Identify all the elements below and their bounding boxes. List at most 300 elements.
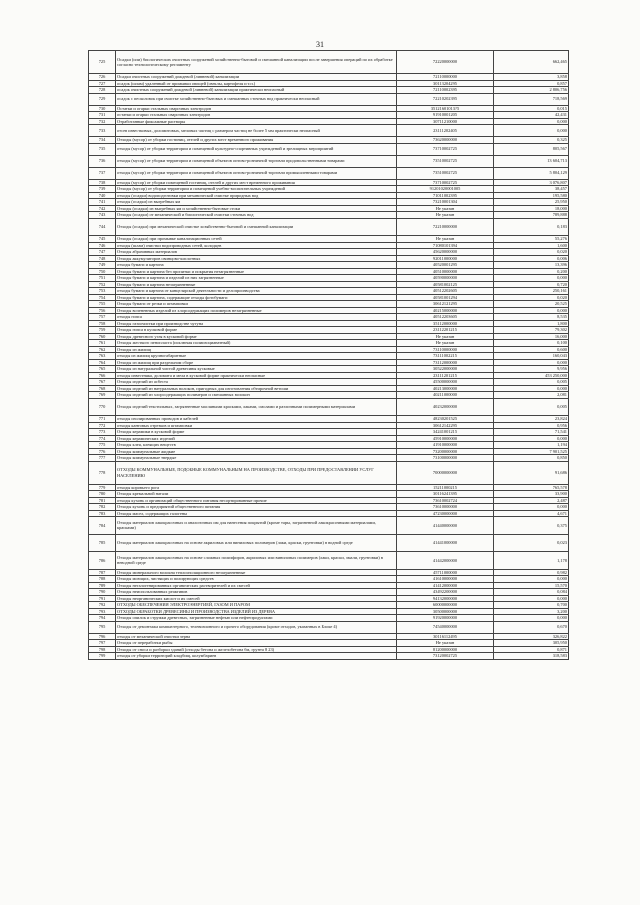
table-row [89, 143, 569, 155]
waste-name: Отходы керамики в кусковой форме [116, 429, 397, 436]
waste-name: Отходы материалов лакокрасочных и аналогичных им для нанесения покрытий (кроме тары, загрязненной лакокрасочными материалами, красками) [116, 517, 397, 535]
fkko-code: 40581002125 [397, 281, 494, 288]
waste-name: Отходы жесткого пенопласта (исключая полиизоцианатный) [116, 340, 397, 347]
row-number: 728 [89, 87, 116, 94]
mass-value: 1,600 [494, 242, 569, 249]
mass-value: 25,950 [494, 199, 569, 206]
fkko-code: 73710002725 [397, 179, 494, 186]
mass-value: 42,431 [494, 112, 569, 119]
fkko-code: 34241001215 [397, 429, 494, 436]
waste-name: Отходы клея, клеящих веществ [116, 442, 397, 449]
row-number: 743 [89, 212, 116, 219]
mass-value: 0,200 [494, 268, 569, 275]
waste-name: отходы (мусор) от уборки территории и помещений объектов оптово-розничной торговли продовольственными товарами [116, 155, 397, 167]
fkko-code: 73112000000 [397, 359, 494, 366]
waste-name: Отходы древесного угля в кусковой форме [116, 333, 397, 340]
fkko-code: 71011002395 [397, 192, 494, 199]
row-number: 756 [89, 307, 116, 314]
row-number: 726 [89, 74, 116, 81]
mass-value: 5 804,129 [494, 167, 569, 179]
mass-value: 13,396 [494, 262, 569, 269]
waste-name: Отходы материалов лакокрасочных на основе сложных полиэфиров, акриловых или виниловых полимеров (лаки, краски, эмали, грунтовки) в неводной среде [116, 552, 397, 570]
row-number: 750 [89, 268, 116, 275]
fkko-code: 30711210000 [397, 118, 494, 125]
row-number: 797 [89, 640, 116, 647]
table-row [89, 155, 569, 167]
mass-value: 0,000 [494, 118, 569, 125]
waste-name: Отходы газоочистки при производстве чугуна [116, 320, 397, 327]
waste-name: отходы (мусор) от уборки территории и помещений культурно-спортивных учреждений и зрелищных мероприятий [116, 143, 397, 155]
row-number: 799 [89, 653, 116, 660]
mass-value: 0,000 [494, 359, 569, 366]
row-number: 792 [89, 602, 116, 609]
row-number: 774 [89, 435, 116, 442]
waste-name: Отходы (мусор) от уборки территории и помещений учебно-воспитательных учреждений [116, 186, 397, 193]
fkko-code: 40512202605 [397, 288, 494, 295]
waste-name: Отходы (осадки) от механической и биологической очистки сточных вод [116, 212, 397, 219]
mass-value: 91,686 [494, 461, 569, 484]
fkko-code: 40581001294 [397, 294, 494, 301]
waste-name: Отходы материалов лакокрасочных на основе акриловых или виниловых полимеров (лаки, краски, грунтовки) в водной среде [116, 534, 397, 552]
waste-name: Отходы изделий из асбеста [116, 379, 397, 386]
mass-value: 0,000 [494, 435, 569, 442]
mass-value: 3 076,807 [494, 179, 569, 186]
mass-value: 765,578 [494, 484, 569, 491]
row-number: 744 [89, 218, 116, 236]
fkko-code: 72210202395 [397, 93, 494, 105]
fkko-code: 91920000000 [397, 615, 494, 622]
mass-value: 0,006 [494, 255, 569, 262]
waste-name: осадок (шлам) удаленный от промывки овощей (свеклы, картофеля и т.п.) [116, 80, 397, 87]
row-number: 782 [89, 504, 116, 511]
row-number: 787 [89, 569, 116, 576]
fkko-code: 40510000000 [397, 268, 494, 275]
fkko-code: 40211000000 [397, 392, 494, 399]
fkko-code: 45910000000 [397, 435, 494, 442]
page-number: 31 [316, 40, 324, 49]
fkko-code: 40590000000 [397, 275, 494, 282]
row-number: 747 [89, 249, 116, 256]
fkko-code: 73610000000 [397, 504, 494, 511]
waste-name: отходы бумаги и картона от канцелярской деятельности и делопроизводства [116, 288, 397, 295]
row-number: 761 [89, 340, 116, 347]
waste-name: Осадки очистных сооружений дождевой (ливневой) канализации [116, 74, 397, 81]
row-number: 745 [89, 236, 116, 243]
fkko-code: 72220000000 [397, 51, 494, 74]
waste-name: отходы (мусор) от уборки помещений гостиниц, отелей и других мест временного проживания [116, 179, 397, 186]
row-number: 778 [89, 461, 116, 484]
fkko-code: 15211000215 [397, 484, 494, 491]
mass-value: 55,276 [494, 236, 569, 243]
waste-name: ОТХОДЫ ОБЕСПЕЧЕНИЯ ЭЛЕКТРОЭНЕРГИЕЙ, ГАЗОМ И ПАРОМ [116, 602, 397, 609]
waste-name: Отходы изделий из натуральных волокон, пригодных для изготовления обтирочной ветоши [116, 385, 397, 392]
row-number: 749 [89, 262, 116, 269]
mass-value: 1,178 [494, 552, 569, 570]
row-number: 769 [89, 392, 116, 399]
row-number: 765 [89, 366, 116, 373]
fkko-code: 41441000000 [397, 534, 494, 552]
waste-name: отходы (шлам) очистки водопроводных сетей, колодцев [116, 242, 397, 249]
row-number: 781 [89, 497, 116, 504]
row-number: 784 [89, 517, 116, 535]
row-number: 735 [89, 143, 116, 155]
waste-name: остатки и огарки стальных сварочных электродов [116, 112, 397, 119]
waste-name: ОТХОДЫ ОБРАБОТКИ ДРЕВЕСИНЫ И ПРОИЗВОДСТВА ИЗДЕЛИЙ ИЗ ДЕРЕВА [116, 608, 397, 615]
waste-name: Отходы (осадки) из выгребных ям и хозяйственно-бытовые стоки [116, 205, 397, 212]
mass-value: 160,043 [494, 353, 569, 360]
row-number: 768 [89, 385, 116, 392]
fkko-code: 23111202405 [397, 125, 494, 137]
mass-value: 0,850 [494, 455, 569, 462]
mass-value: 71,541 [494, 429, 569, 436]
row-number: 736 [89, 155, 116, 167]
waste-name: отходы кантовых отрезков и штамповки [116, 422, 397, 429]
fkko-code: 41412000000 [397, 582, 494, 589]
fkko-code: 41910000000 [397, 442, 494, 449]
row-number: 739 [89, 186, 116, 193]
waste-name: Отходы кухонь и предприятий общественного питания [116, 504, 397, 511]
mass-value: 662,465 [494, 51, 569, 74]
fkko-code: Не указан [397, 340, 494, 347]
fkko-code: 30612142295 [397, 422, 494, 429]
mass-value: 1,194 [494, 442, 569, 449]
waste-name: Отходы от сноса и разборки зданий (отходы бетона и железобетона бм, грунта 8 23) [116, 646, 397, 653]
row-number: 754 [89, 294, 116, 301]
table-row [89, 218, 569, 236]
waste-name: Отходы изделий из хлорсодержащих полимеров и смешанных волокон [116, 392, 397, 399]
table-row [89, 398, 569, 416]
fkko-code: 73610002724 [397, 497, 494, 504]
mass-value: 7 901,525 [494, 448, 569, 455]
fkko-code: 40512203605 [397, 314, 494, 321]
fkko-code: 73111002215 [397, 353, 494, 360]
fkko-code: 73510002725 [397, 167, 494, 179]
fkko-code: 30113204295 [397, 80, 494, 87]
mass-value: 0,700 [494, 602, 569, 609]
fkko-code: 45620000000 [397, 249, 494, 256]
table-row [89, 167, 569, 179]
mass-value: 0,720 [494, 281, 569, 288]
row-number: 776 [89, 448, 116, 455]
mass-value: 16,000 [494, 333, 569, 340]
mass-value: 79,302 [494, 327, 569, 334]
row-number: 780 [89, 491, 116, 498]
fkko-code: 40520001295 [397, 262, 494, 269]
row-number: 740 [89, 192, 116, 199]
waste-name: Отходы абразивных материалов [116, 249, 397, 256]
row-number: 790 [89, 589, 116, 596]
mass-value: 15,570 [494, 582, 569, 589]
mass-value: 0,670 [494, 621, 569, 633]
waste-name: Отходы из натуральной чистой древесины кусковые [116, 366, 397, 373]
row-number: 785 [89, 534, 116, 552]
row-number: 729 [89, 93, 116, 105]
fkko-code: 40215000000 [397, 307, 494, 314]
mass-value: 0,005 [494, 379, 569, 386]
mass-value: 789,888 [494, 212, 569, 219]
fkko-code: 94132000000 [397, 595, 494, 602]
waste-name: Отходы бумаги и картона без пропитки и покрытия незагрязненные [116, 268, 397, 275]
mass-value: 0,857 [494, 80, 569, 87]
waste-name: Отходы моющих, чистящих и полирующих средств [116, 576, 397, 583]
row-number: 762 [89, 346, 116, 353]
row-number: 727 [89, 80, 116, 87]
row-number: 793 [89, 608, 116, 615]
waste-name: Отработанные фиксажные растворы [116, 118, 397, 125]
waste-name: отходы (мусор) от уборки территории и помещений объектов оптово-розничной торговли промышленными товарами [116, 167, 397, 179]
fkko-code: 73120002725 [397, 653, 494, 660]
waste-name: Отходы бумаги и картона, содержащие отходы фотобумаги [116, 294, 397, 301]
waste-register-table [88, 50, 569, 660]
waste-name: Отходы коммунальные жидкие [116, 448, 397, 455]
fkko-code: 41442000000 [397, 552, 494, 570]
row-number: 733 [89, 125, 116, 137]
mass-value: 318,583 [494, 653, 569, 660]
row-number: 760 [89, 333, 116, 340]
waste-name: Отходы гипса в кусковой форме [116, 327, 397, 334]
waste-name: Отходы аккумуляторов свинцово-кислотных [116, 255, 397, 262]
waste-name: Отходы (осадки) при промывке канализационных сетей [116, 236, 397, 243]
row-number: 771 [89, 416, 116, 423]
waste-name: осадок с песколовок при очистке хозяйственно-бытовых и смешанных сточных вод практически неопасный [116, 93, 397, 105]
waste-name: Осадки (или) биологических очистных сооружений хозяйственно-бытовой и смешанной канализации после завершения операций по их обработке согласно технологическому регламенту [116, 51, 397, 74]
mass-value: 453 250,000 [494, 372, 569, 379]
row-number: 758 [89, 320, 116, 327]
fkko-code: Не указан [397, 333, 494, 340]
fkko-code: 73100000000 [397, 455, 494, 462]
waste-name: осадок очистных сооружений дождевой (ливневой) канализации практически неопасный [116, 87, 397, 94]
waste-name: Отходы (мусор) от уборки гостиниц, отелей и других мест временного проживания [116, 137, 397, 144]
row-number: 755 [89, 301, 116, 308]
waste-name: отходы от механической очистки зерна [116, 633, 397, 640]
mass-value: 805,567 [494, 143, 569, 155]
mass-value: 9,956 [494, 366, 569, 373]
row-number: 764 [89, 359, 116, 366]
mass-value: 18,000 [494, 205, 569, 212]
mass-value: 305,950 [494, 640, 569, 647]
mass-value: 0,183 [494, 218, 569, 236]
fkko-code: 47230000000 [397, 510, 494, 517]
mass-value: 0,000 [494, 275, 569, 282]
row-number: 766 [89, 372, 116, 379]
fkko-code: 92011000000 [397, 255, 494, 262]
table-row [89, 534, 569, 552]
fkko-code: 81200000000 [397, 646, 494, 653]
waste-name: Отходы из жилищ [116, 346, 397, 353]
mass-value: 326,822 [494, 633, 569, 640]
fkko-code: 30522000000 [397, 366, 494, 373]
row-number: 763 [89, 353, 116, 360]
fkko-code: 74540000000 [397, 621, 494, 633]
mass-value: 195,580 [494, 192, 569, 199]
waste-name: отходы кухонь и организаций общественного питания несортированные прочие [116, 497, 397, 504]
mass-value: 0,600 [494, 346, 569, 353]
row-number: 773 [89, 429, 116, 436]
mass-value: 13 604,713 [494, 155, 569, 167]
row-number: 775 [89, 442, 116, 449]
fkko-code: 35121601013?5 [397, 105, 494, 112]
fkko-code: 41440000000 [397, 517, 494, 535]
fkko-code: 73620000000 [397, 137, 494, 144]
mass-value: 0,325 [494, 137, 569, 144]
waste-name: Отходы бумаги и картона незагрязненные [116, 281, 397, 288]
row-number: 770 [89, 398, 116, 416]
mass-value: 2,487 [494, 497, 569, 504]
table-row [89, 461, 569, 484]
waste-name: отходы от уборки территорий кладбищ, колумбариев [116, 653, 397, 660]
fkko-code: 73710002725 [397, 143, 494, 155]
row-number: 742 [89, 205, 116, 212]
fkko-code: 45500000000 [397, 379, 494, 386]
mass-value: 0,375 [494, 517, 569, 535]
row-number: 786 [89, 552, 116, 570]
fkko-code: 72110002395 [397, 87, 494, 94]
fkko-code: 30500000000 [397, 608, 494, 615]
fkko-code: 41610000000 [397, 576, 494, 583]
waste-name: Отходы масел, содержащих галогены [116, 510, 397, 517]
fkko-code: 30612121295 [397, 301, 494, 308]
mass-value: 0,020 [494, 249, 569, 256]
waste-name: отсев известковых, доломитовых, меловых частиц с размером частиц не более 5 мм практически неопасный [116, 125, 397, 137]
fkko-code: 48230201525 [397, 416, 494, 423]
mass-value: 2 806,756 [494, 87, 569, 94]
mass-value: 0,871 [494, 646, 569, 653]
waste-name: отходы изолированных проводов и кабелей [116, 416, 397, 423]
fkko-code: 40213000000 [397, 385, 494, 392]
fkko-code: 43492200000 [397, 589, 494, 596]
row-number: 794 [89, 615, 116, 622]
fkko-code: 73210001304 [397, 199, 494, 206]
fkko-code: 73200000000 [397, 448, 494, 455]
row-number: 779 [89, 484, 116, 491]
fkko-code: 30116241395 [397, 491, 494, 498]
mass-value: 0,000 [494, 595, 569, 602]
row-number: 798 [89, 646, 116, 653]
row-number: 788 [89, 576, 116, 583]
table-row [89, 653, 569, 660]
fkko-code: 72210000000 [397, 218, 494, 236]
row-number: 777 [89, 455, 116, 462]
waste-name: Отходы бумаги от резки и штамповки [116, 301, 397, 308]
mass-value: 4,671 [494, 510, 569, 517]
waste-name: Отходы от демонтажа компьютерного, телевизионного и прочего оборудования (кроме отходов, указанных в Блоке 4) [116, 621, 397, 633]
row-number: 796 [89, 633, 116, 640]
fkko-code: 30116112495 [397, 633, 494, 640]
mass-value: 23,824 [494, 416, 569, 423]
waste-name: Отходы вспененных изделий из хлорсодержащих полимеров незагрязненные [116, 307, 397, 314]
waste-name: отходы (осадки) из выгребных ям [116, 199, 397, 206]
table-row [89, 552, 569, 570]
fkko-code: 23111201215 [397, 372, 494, 379]
row-number: 746 [89, 242, 116, 249]
mass-value: 0,000 [494, 615, 569, 622]
waste-name: отходы коровьего рога [116, 484, 397, 491]
waste-name: отходы известняка, доломита и мела в кусковой форме практически неопасные [116, 372, 397, 379]
fkko-code: 73110000000 [397, 346, 494, 353]
mass-value: 0,084 [494, 589, 569, 596]
waste-name: Отходы бумаги и картона и изделий из них загрязненные [116, 275, 397, 282]
fkko-code: 71080101394 [397, 242, 494, 249]
table-row [89, 93, 569, 105]
table-body [89, 51, 569, 660]
row-number: 725 [89, 51, 116, 74]
fkko-code: 91201020001005 [397, 186, 494, 193]
mass-value: 20,525 [494, 301, 569, 308]
row-number: 732 [89, 118, 116, 125]
table-row [89, 517, 569, 535]
fkko-code: Не указан [397, 205, 494, 212]
waste-name: Отходы минерального волокна теплоизоляционного незагрязненные [116, 569, 397, 576]
fkko-code: 45711000000 [397, 569, 494, 576]
mass-value: 0,023 [494, 534, 569, 552]
fkko-code: 70000000000 [397, 461, 494, 484]
row-number: 772 [89, 422, 116, 429]
row-number: 791 [89, 595, 116, 602]
fkko-code: Не указан [397, 212, 494, 219]
mass-value: 2,081 [494, 392, 569, 399]
mass-value: 8,535 [494, 314, 569, 321]
waste-name: отходы бумаги и картона [116, 262, 397, 269]
row-number: 731 [89, 112, 116, 119]
fkko-code: 23112201215 [397, 327, 494, 334]
table-row [89, 621, 569, 633]
waste-name: Остатки и огарки стальных сварочных электродов [116, 105, 397, 112]
waste-name: отходы (осадки) водоподготовки при механической очистке природных вод [116, 192, 397, 199]
waste-name: Отходы от переработки рыбы [116, 640, 397, 647]
fkko-code: 91910001205 [397, 112, 494, 119]
waste-name: отходы из жилищ крупногабаритные [116, 353, 397, 360]
waste-name: Отходы (осадки) при механической очистке хозяйственно-бытовой и смешанной канализации [116, 218, 397, 236]
mass-value: 1,800 [494, 320, 569, 327]
waste-name: Отходы изделий текстильных, загрязненные масляными красками, лаками, смолами и различными полимерными материалами [116, 398, 397, 416]
mass-value: 0,000 [494, 504, 569, 511]
table-row [89, 51, 569, 74]
fkko-code: 72110000000 [397, 74, 494, 81]
waste-name: ОТХОДЫ КОММУНАЛЬНЫЕ, ПОДОБНЫЕ КОММУНАЛЬНЫМ НА ПРОИЗВОДСТВЕ, ОТХОДЫ ПРИ ПРЕДОСТАВЛЕНИИ УСЛУГ НАСЕЛЕНИЮ [116, 461, 397, 484]
waste-name: Отходы из жилищ при раздельном сборе [116, 359, 397, 366]
mass-value: 718,569 [494, 93, 569, 105]
mass-value: 0,100 [494, 340, 569, 347]
mass-value: 38,457 [494, 186, 569, 193]
fkko-code: 35112000000 [397, 320, 494, 327]
row-number: 757 [89, 314, 116, 321]
row-number: 783 [89, 510, 116, 517]
mass-value: 0,005 [494, 398, 569, 416]
row-number: 751 [89, 275, 116, 282]
waste-name: отходы гипса [116, 314, 397, 321]
row-number: 748 [89, 255, 116, 262]
fkko-code: Не указан [397, 236, 494, 243]
row-number: 795 [89, 621, 116, 633]
row-number: 767 [89, 379, 116, 386]
row-number: 734 [89, 137, 116, 144]
row-number: 741 [89, 199, 116, 206]
row-number: 753 [89, 288, 116, 295]
mass-value: 0,000 [494, 307, 569, 314]
fkko-code: 60000000000 [397, 602, 494, 609]
waste-name: Отходы негалогенированных органических растворителей и их смесей [116, 582, 397, 589]
fkko-code: 40232000000 [397, 398, 494, 416]
row-number: 752 [89, 281, 116, 288]
mass-value: 3,200 [494, 608, 569, 615]
table-row [89, 125, 569, 137]
mass-value: 0,982 [494, 569, 569, 576]
waste-name: Отходы неиспользованных реактивов [116, 589, 397, 596]
mass-value: 0,015 [494, 105, 569, 112]
mass-value: 33,900 [494, 491, 569, 498]
waste-name: Отходы опилок и стружки древесных, загрязненные нефтью или нефтепродуктами [116, 615, 397, 622]
row-number: 789 [89, 582, 116, 589]
